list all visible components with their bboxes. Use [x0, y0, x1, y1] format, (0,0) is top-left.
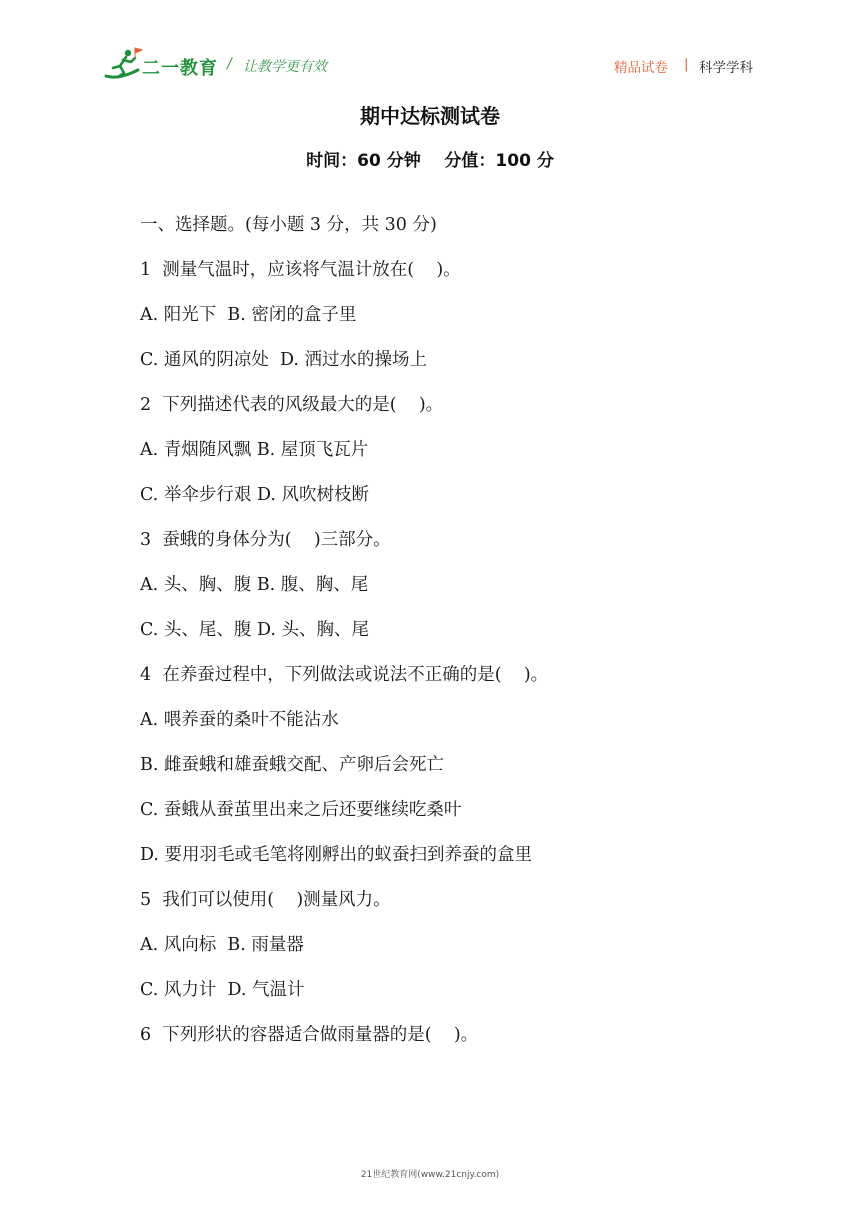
- page-header: [0, 0, 860, 90]
- subject-tag: 科学学科: [699, 60, 753, 76]
- question-3: 3 蚕蛾的身体分为( )三部分。: [140, 530, 391, 550]
- header-divider: /: [227, 56, 232, 72]
- question-4-option-a: A. 喂养蚕的桑叶不能沾水: [140, 710, 339, 730]
- premium-tag: 精品试卷: [614, 60, 668, 76]
- question-2: 2 下列描述代表的风级最大的是( )。: [140, 395, 444, 415]
- question-list: [140, 212, 820, 1067]
- question-4-option-c: C. 蚕蛾从蚕茧里出来之后还要继续吃桑叶: [140, 800, 462, 820]
- question-5-options-ab: A. 风向标 B. 雨量器: [140, 935, 304, 955]
- question-4-option-d: D. 要用羽毛或毛笔将刚孵出的蚁蚕扫到养蚕的盒里: [140, 845, 533, 865]
- page-title: 期中达标测试卷: [360, 104, 500, 128]
- question-5-options-cd: C. 风力计 D. 气温计: [140, 980, 305, 1000]
- brand-slogan: 让教学更有效: [243, 59, 327, 75]
- tag-separator: |: [684, 56, 689, 72]
- question-5: 5 我们可以使用( )测量风力。: [140, 890, 391, 910]
- question-1-options-cd: C. 通风的阴凉处 D. 洒过水的操场上: [140, 350, 428, 370]
- question-4-option-b: B. 雌蚕蛾和雄蚕蛾交配、产卵后会死亡: [140, 755, 444, 775]
- section-heading: 一、选择题。(每小题 3 分，共 30 分): [140, 215, 437, 235]
- question-1-options-ab: A. 阳光下 B. 密闭的盒子里: [140, 305, 357, 325]
- question-2-options-cd: C. 举伞步行艰 D. 风吹树枝断: [140, 485, 369, 505]
- question-3-options-cd: C. 头、尾、腹 D. 头、胸、尾: [140, 620, 369, 640]
- question-3-options-ab: A. 头、胸、腹 B. 腹、胸、尾: [140, 575, 369, 595]
- running-person-logo-icon: [104, 46, 144, 82]
- question-1: 1 测量气温时，应该将气温计放在( )。: [140, 260, 461, 280]
- question-2-options-ab: A. 青烟随风飘 B. 屋顶飞瓦片: [140, 440, 369, 460]
- exam-info: 时间：60 分钟 分值：100 分: [306, 151, 554, 171]
- question-6: 6 下列形状的容器适合做雨量器的是( )。: [140, 1025, 479, 1045]
- question-4: 4 在养蚕过程中，下列做法或说法不正确的是( )。: [140, 665, 549, 685]
- page-footer: 21世纪教育网(www.21cnjy.com): [360, 1170, 500, 1180]
- brand-name: 二一教育: [142, 58, 218, 79]
